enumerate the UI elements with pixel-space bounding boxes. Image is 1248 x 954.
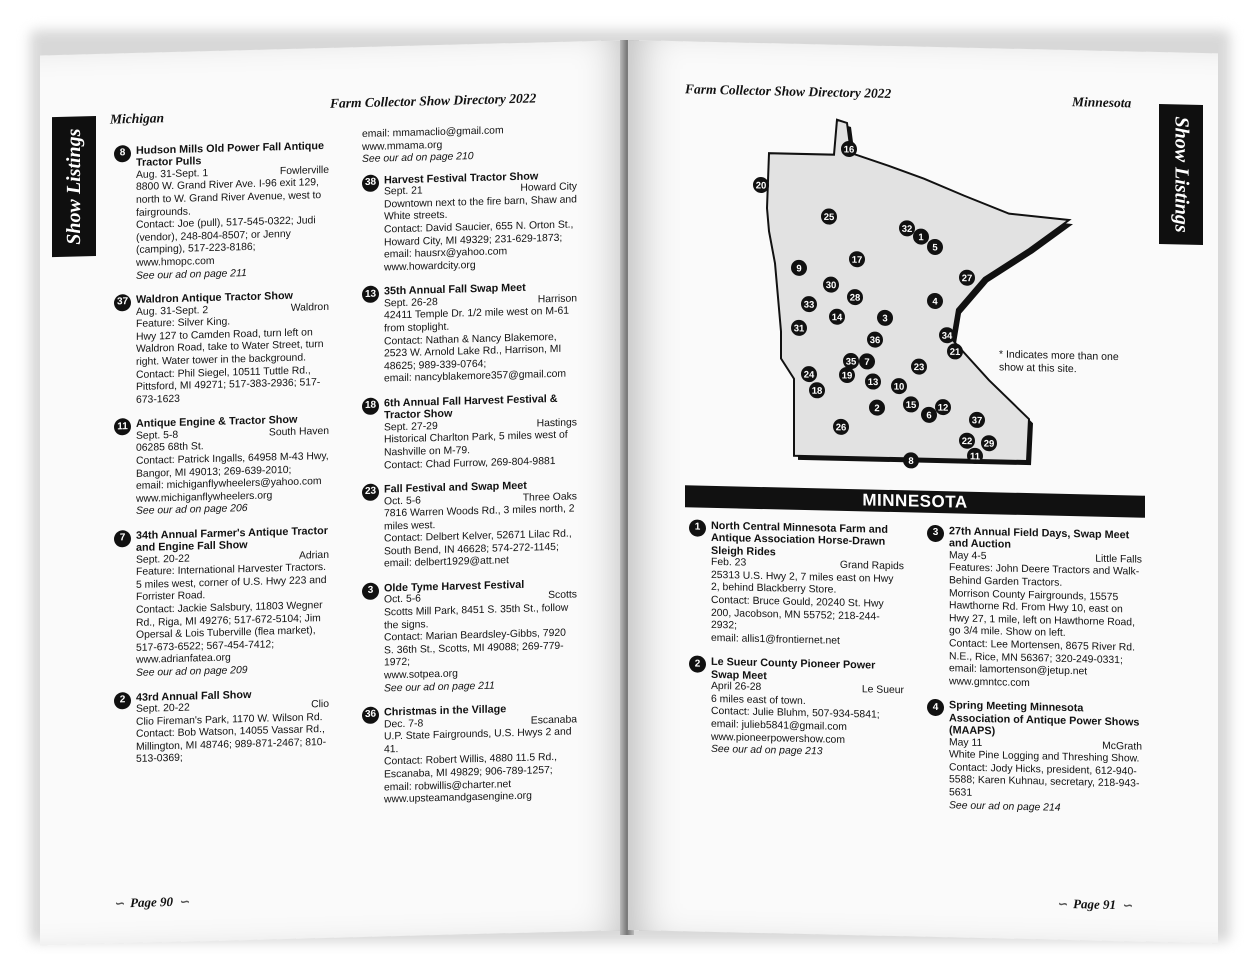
listing-line: email: allis1@frontiernet.net (711, 632, 840, 647)
listing-title: Fall Festival and Swap Meet (384, 479, 527, 496)
listing-number-badge: 1 (689, 519, 706, 536)
show-listing (927, 525, 1142, 693)
map-marker-label: 28 (849, 292, 861, 304)
show-listing (362, 169, 577, 275)
show-listing (114, 140, 329, 284)
show-listing (114, 687, 329, 768)
listing-line: www.hmopc.com (136, 255, 215, 269)
state-banner: MINNESOTA (685, 485, 1145, 517)
page-number: Page 91 (1073, 896, 1117, 913)
show-listing (114, 289, 329, 408)
ad-reference: See our ad on page 211 (384, 680, 495, 695)
map-marker-label: 37 (971, 415, 983, 427)
listing-line: Contact: Phil Siegel, 10511 Tuttle Rd., Pittsford, MI 49271; 517-383-2936; 517-673-1623 (136, 364, 321, 406)
listing-number-badge: 7 (114, 530, 131, 547)
listing-line: 06285 68th St. (136, 441, 204, 455)
listing-number-badge: 2 (114, 692, 131, 709)
listing-line: Clio Fireman's Park, 1170 W. Wilson Rd. (136, 711, 323, 728)
listing-number-badge: 11 (114, 418, 131, 435)
listing-city: Hastings (536, 417, 577, 430)
listing-number-badge: 4 (927, 699, 944, 716)
listing-city: Little Falls (1095, 553, 1142, 566)
map-marker-label: 32 (901, 223, 913, 235)
listing-line: www.upsteamandgasengine.org (384, 790, 532, 806)
listing-number-badge: 13 (362, 286, 379, 303)
listing-city: Harrison (537, 293, 577, 306)
listing-date: Dec. 7-8 (384, 718, 424, 731)
map-legend-note (999, 348, 1139, 376)
listing-line: Feature: International Harvester Tractors. (136, 562, 326, 579)
listing-line: Contact: Robert Willis, 4880 11.5 Rd., Escanaba, MI 49829; 906-789-1257; (384, 752, 558, 781)
listing-line: Contact: Nathan & Nancy Blakemore, 2523 W. Arnold Lake Rd., Harrison, MI 48625; 989-339-0764; (384, 331, 562, 373)
listing-column-2 (362, 123, 577, 818)
map-marker-label: 34 (941, 330, 953, 342)
listing-city: Le Sueur (861, 684, 904, 697)
listing-number-badge: 2 (689, 656, 706, 673)
listing-line: www.adrianfatea.org (136, 652, 231, 667)
map-marker-label: 1 (918, 232, 924, 244)
listing-line: Contact: Chad Furrow, 269-804-9881 (384, 455, 556, 471)
listing-column-2 (927, 525, 1142, 828)
map-marker-label: 26 (835, 422, 847, 434)
show-listing (362, 478, 577, 572)
listing-line: Contact: Bob Watson, 14055 Vassar Rd., Millington, MI 48746; 989-871-2467; 810-513-0369; (136, 724, 327, 766)
listing-city: Adrian (298, 549, 329, 562)
listing-line: 42411 Temple Dr. 1/2 mile west on M-61 from stoplight. (384, 305, 570, 335)
directory-header: Farm Collector Show Directory 2022 (330, 90, 537, 111)
map-marker-label: 29 (983, 438, 995, 450)
map-marker-label: 23 (913, 361, 925, 374)
listing-line: White Pine Logging and Threshing Show. (949, 749, 1140, 765)
listing-title: Antique Engine & Tractor Show (136, 414, 298, 431)
listing-city: McGrath (1102, 740, 1142, 753)
map-marker-label: 35 (845, 356, 857, 368)
show-listing (689, 656, 904, 761)
listing-city: South Haven (268, 425, 329, 439)
listing-date: Oct. 5-6 (384, 593, 421, 606)
listing-date: Sept. 20-22 (136, 553, 190, 566)
listing-line: www.michiganflywheelers.org (136, 490, 273, 505)
listing-line: Contact: Lee Mortensen, 8675 River Rd. N.E., Rice, MN 56367; 320-249-0331; (949, 638, 1135, 666)
show-listing (362, 392, 577, 473)
listing-title: 27th Annual Field Days, Swap Meet and Auction (949, 525, 1130, 552)
listing-date: Feb. 23 (711, 557, 747, 569)
listing-date: Sept. 21 (384, 185, 423, 198)
map-marker-16 (841, 141, 857, 157)
listing-line: Features: John Deere Tractors and Walk-Behind Garden Tractors. (949, 562, 1140, 589)
listing-city: Escanaba (530, 714, 577, 727)
listing-title: 34th Annual Farmer's Antique Tractor and Engine Fall Show (136, 524, 328, 555)
side-tab-label: Show Listings (1170, 116, 1193, 233)
listing-line: www.howardcity.org (384, 259, 476, 274)
page-footer (114, 894, 189, 912)
listing-line: email: hausrx@yahoo.com (384, 246, 508, 261)
listing-line: Contact: Delbert Kelver, 52671 Lilac Rd., South Bend, IN 46628; 574-272-1145; (384, 528, 572, 558)
map-marker-label: 33 (803, 299, 815, 311)
map-marker-label: 22 (961, 436, 973, 448)
listing-title: Spring Meeting Minnesota Association of Antique Power Shows (MAAPS) (949, 699, 1140, 738)
ad-reference: See our ad on page 214 (949, 799, 1061, 814)
listing-line: Contact: Julie Bluhm, 507-934-5841; (711, 706, 880, 722)
listing-title: Olde Tyme Harvest Festival (384, 578, 525, 595)
map-marker-21 (947, 343, 963, 359)
listing-city: Three Oaks (522, 490, 577, 504)
show-listings-tab (52, 116, 96, 257)
listing-line: email: nancyblakemore357@gmail.com (384, 368, 567, 385)
map-marker-label: 16 (843, 144, 855, 156)
listing-line: Feature: Silver King. (136, 316, 231, 331)
listing-line: Contact: Patrick Ingalls, 64958 M-43 Hwy, Bangor, MI 49013; 269-639-2010; (136, 450, 329, 480)
ad-reference: See our ad on page 209 (136, 665, 248, 679)
listing-line: Contact: Marian Beardsley-Gibbs, 7920 S. 36th St., Scotts, MI 49088; 269-779-1972; (384, 627, 566, 669)
listing-number-badge: 3 (362, 583, 379, 600)
ad-reference: See our ad on page 211 (136, 267, 247, 282)
listing-line: Contact: Joe (pull), 517-545-0322; Judi (vendor), 248-804-8507; or Jenny (camping), 517-223-8186; (136, 215, 316, 257)
listing-line: Contact: David Saucier, 655 N. Orton St., Howard City, MI 49329; 231-629-1873; (384, 219, 574, 249)
map-marker-label: 13 (867, 376, 879, 389)
swirl-ornament-icon: ∽ (1122, 897, 1133, 912)
map-marker-label: 7 (864, 356, 870, 368)
listing-column-1 (114, 140, 329, 779)
map-marker-label: 27 (961, 273, 973, 285)
map-marker-label: 19 (841, 370, 853, 382)
listing-line: 25313 U.S. Hwy 2, 7 miles east on Hwy 2, behind Blackberry Store. (711, 569, 894, 597)
listing-line: Downtown next to the fire barn, Shaw and White streets. (384, 194, 577, 223)
listing-line: 8800 W. Grand River Ave. I-96 exit 129, north to W. Grand River Avenue, west to fairgrounds. (136, 177, 322, 219)
listing-title: Christmas in the Village (384, 703, 507, 719)
show-listing (114, 413, 329, 519)
page-number: Page 90 (130, 893, 174, 911)
left-page (40, 40, 630, 945)
map-marker-label: 24 (803, 369, 815, 381)
listing-city: Scotts (548, 589, 577, 602)
listing-title: 35th Annual Fall Swap Meet (384, 282, 526, 298)
swirl-ornament-icon: ∽ (1057, 896, 1068, 911)
state-header: Minnesota (1072, 94, 1132, 111)
listing-line: Morrison County Fairgrounds, 15575 Hawthorne Rd. From Hwy 10, east on Hwy 27, 1 mile, left on Hawthorne Road, go 3/4 mile. Show on left. (949, 587, 1135, 640)
map-marker-label: 31 (793, 323, 805, 335)
listing-number-badge: 23 (362, 484, 379, 501)
show-listing (362, 702, 577, 808)
listing-line: 5 miles west, corner of U.S. Hwy 223 and Forrister Road. (136, 574, 327, 604)
ad-reference: See our ad on page 206 (136, 503, 248, 518)
listing-line: Historical Charlton Park, 5 miles west of Nashville on M-79. (384, 429, 568, 459)
listing-title: Le Sueur County Pioneer Power Swap Meet (711, 656, 876, 682)
swirl-ornament-icon: ∽ (114, 895, 125, 911)
listing-line: email: delbert1929@att.net (384, 555, 509, 570)
swirl-ornament-icon: ∽ (179, 894, 190, 909)
listing-number-badge: 36 (362, 707, 379, 724)
listing-line: www.pioneerpowershow.com (711, 731, 845, 746)
listing-title: North Central Minnesota Farm and Antique Association Horse-Drawn Sleigh Rides (711, 519, 888, 559)
listing-number-badge: 37 (114, 294, 131, 311)
map-marker-label: 10 (893, 381, 905, 393)
listing-title: Hudson Mills Old Power Fall Antique Tractor Pulls (136, 140, 324, 170)
map-marker-label: 15 (905, 399, 917, 412)
listing-city: Fowlerville (279, 164, 329, 177)
listing-date: Sept. 5-8 (136, 429, 179, 442)
listing-city: Howard City (520, 181, 577, 195)
listing-line: Contact: Jody Hicks, president, 612-940-5588; Karen Kuhnau, secretary, 218-943-5631 (949, 762, 1140, 799)
listing-date: Aug. 31-Sept. 1 (136, 167, 209, 181)
listing-date: May 4-5 (949, 550, 987, 562)
show-listing (114, 525, 329, 681)
listing-city: Waldron (290, 301, 329, 314)
show-listing (362, 281, 577, 387)
listing-city: Clio (311, 698, 329, 711)
listing-line: email: mmamaclio@gmail.com (362, 125, 504, 141)
listing-line: Hwy 127 to Camden Road, turn left on Waldron Road, take to Water Street, turn right. Water tower in the background. (136, 327, 324, 368)
listing-title: Waldron Antique Tractor Show (136, 289, 293, 307)
listing-title: 6th Annual Fall Harvest Festival & Tractor Show (384, 392, 558, 422)
map-marker-label: 12 (937, 402, 949, 414)
listing-number-badge: 38 (362, 174, 379, 191)
listing-title: Harvest Festival Tractor Show (384, 170, 539, 187)
map-marker-label: 6 (926, 410, 932, 422)
listing-date: Oct. 5-6 (384, 494, 421, 507)
listing-date: Aug. 31-Sept. 2 (136, 304, 209, 318)
state-header: Michigan (110, 110, 165, 127)
listing-date: Sept. 26-28 (384, 296, 438, 310)
show-listings-tab (1159, 104, 1203, 245)
ad-reference: See our ad on page 210 (362, 151, 474, 166)
map-marker-label: 3 (882, 313, 888, 325)
listing-line: 7816 Warren Woods Rd., 3 miles north, 2 miles west. (384, 503, 575, 533)
map-state-shape (767, 118, 1069, 462)
map-marker-label: 21 (949, 346, 961, 359)
listing-line: www.mmama.org (362, 139, 443, 153)
listing-line: email: lamortenson@jetup.net (949, 663, 1088, 678)
page-footer (1057, 896, 1132, 914)
continued-listing (362, 123, 577, 166)
listing-line: email: julieb5841@gmail.com (711, 718, 847, 733)
listing-title: 43rd Annual Fall Show (136, 688, 252, 704)
map-marker-label: 18 (811, 385, 823, 397)
listing-date: Sept. 20-22 (136, 702, 190, 715)
listing-line: Contact: Jackie Salsbury, 11803 Wegner Rd., Riga, MI 49276; 517-672-5104; Jim Opersal & Lois Tuberville (flea market), 517-673-6522; 567-454-7412; (136, 600, 323, 654)
map-marker-label: 11 (969, 451, 981, 463)
map-marker-label: 4 (932, 296, 938, 308)
listing-line: email: robwillis@charter.net (384, 778, 512, 794)
map-marker-label: 9 (796, 263, 802, 275)
listing-date: May 11 (949, 736, 983, 749)
directory-header: Farm Collector Show Directory 2022 (685, 81, 892, 101)
map-marker-label: 2 (874, 403, 880, 415)
star-icon: * (999, 348, 1004, 361)
listing-number-badge: 18 (362, 397, 379, 414)
right-page (628, 40, 1218, 943)
listing-column-1 (689, 519, 904, 772)
map-note-text: Indicates more than one show at this site. (999, 348, 1119, 375)
listing-line: www.gmntcc.com (949, 676, 1030, 689)
listing-number-badge: 3 (927, 525, 944, 542)
listing-city: Grand Rapids (839, 560, 904, 573)
show-listing (927, 699, 1142, 817)
show-listing (689, 519, 904, 649)
minnesota-map (739, 113, 1119, 502)
map-marker-label: 20 (755, 180, 767, 192)
map-marker-label: 25 (823, 211, 835, 224)
listing-number-badge: 8 (114, 145, 131, 162)
listing-line: Contact: Bruce Gould, 20240 St. Hwy 200, Jacobson, MN 55752; 218-244-2932; (711, 594, 884, 632)
listing-line: Scotts Mill Park, 8451 S. 35th St., follow the signs. (384, 602, 569, 632)
map-marker-20 (753, 177, 769, 193)
listing-line: U.P. State Fairgrounds, U.S. Hwys 2 and 41. (384, 726, 572, 756)
listing-line: www.sotpea.org (384, 668, 458, 682)
map-marker-label: 36 (869, 334, 881, 347)
side-tab-label: Show Listings (62, 128, 85, 245)
listing-date: Sept. 27-29 (384, 420, 438, 434)
map-marker-label: 8 (908, 455, 914, 467)
map-marker-label: 14 (831, 312, 843, 324)
ad-reference: See our ad on page 213 (711, 744, 823, 758)
map-marker-label: 17 (851, 254, 863, 266)
listing-date: April 26-28 (711, 681, 762, 694)
state-outline-map (739, 113, 1119, 502)
show-listing (362, 577, 577, 696)
map-marker-label: 30 (825, 279, 837, 292)
listing-line: email: michiganflywheelers@yahoo.com (136, 476, 322, 493)
map-marker-label: 5 (932, 242, 938, 254)
listing-line: 6 miles east of town. (711, 693, 806, 707)
